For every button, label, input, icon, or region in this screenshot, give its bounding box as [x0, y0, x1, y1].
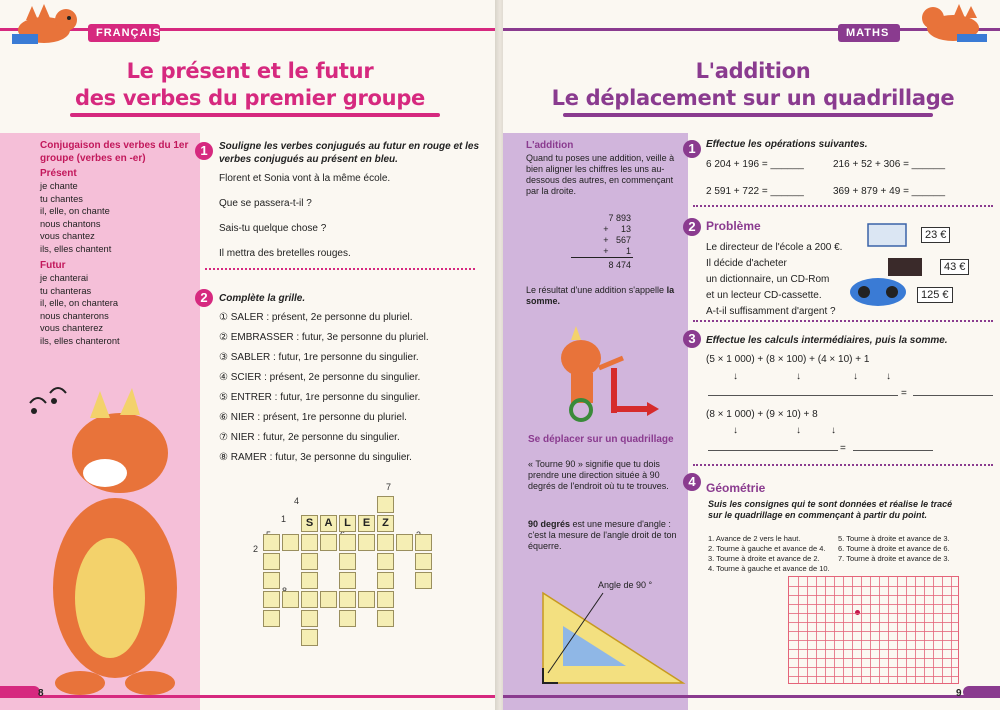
title-underline [70, 113, 440, 117]
sum-line[interactable] [853, 450, 933, 451]
dragon-mascot-icon [4, 0, 84, 48]
conjugation-form: ils, elles chantent [40, 243, 112, 254]
geometry-step: 1. Avance de 2 vers le haut. [708, 534, 801, 543]
exercise-2-badge: 2 [195, 289, 213, 307]
title-underline [563, 113, 933, 117]
exercise-4-badge: 4 [683, 473, 701, 491]
angle-label: Angle de 90 ° [598, 580, 653, 590]
dotted-separator [693, 205, 993, 207]
addition-line: + 13 [603, 224, 631, 234]
grid-line [789, 631, 958, 632]
footer-rule [503, 695, 1000, 698]
crossword-cell[interactable] [301, 591, 318, 608]
footer-tab [963, 686, 1000, 698]
grid-line [789, 595, 958, 596]
grid-line [789, 667, 958, 668]
crossword-cell[interactable] [377, 591, 394, 608]
arrows-2: ↓ ↓ ↓ [733, 425, 836, 436]
angle-text-main: est une mesure d'angle : c'est la mesure de l'angle droit de ton équerre. [528, 519, 677, 551]
grid-movement-heading: Se déplacer sur un quadrillage [528, 434, 674, 445]
answer-line[interactable] [708, 450, 838, 451]
title-line-1: Le présent et le futur [126, 59, 374, 83]
crossword-cell[interactable]: L [339, 515, 356, 532]
exercise-sentence: Que se passera-t-il ? [219, 198, 312, 209]
grid-line [789, 658, 958, 659]
subject-tab-maths: MATHS [838, 24, 900, 42]
crossword-clue: ⑥ NIER : présent, 1re personne du pluriel. [219, 412, 407, 423]
sidebar-heading: Conjugaison des verbes du 1er groupe (verbes en -er) [40, 140, 189, 164]
grid-line [789, 586, 958, 587]
conjugation-form: tu chantes [40, 193, 83, 204]
problem-heading: Problème [706, 219, 761, 233]
crossword-cell[interactable] [301, 572, 318, 589]
sum-line[interactable] [913, 395, 993, 396]
crossword-clue: ③ SABLER : futur, 1re personne du singulier. [219, 352, 419, 363]
conjugation-form: nous chantons [40, 218, 101, 229]
addition-line: + 567 [603, 235, 631, 245]
price-tag-dictionary: 23 € [921, 227, 950, 243]
operation-1[interactable]: 6 204 + 196 = ______ [706, 159, 804, 170]
present-forms-list [40, 180, 190, 255]
crossword-cell[interactable] [377, 534, 394, 551]
crossword-cell[interactable] [263, 591, 280, 608]
crossword-cell[interactable] [263, 553, 280, 570]
crossword-cell[interactable] [282, 534, 299, 551]
exercise-1-instruction: Souligne les verbes conjugués au futur en rouge et les verbes conjugués au présent en bleu. [219, 141, 480, 165]
conjugation-form: ils, elles chanteront [40, 335, 120, 346]
futur-forms-list [40, 272, 190, 347]
crossword-cell[interactable] [263, 534, 280, 551]
crossword-clue: ⑦ NIER : futur, 2e personne du singulier. [219, 432, 400, 443]
operation-2[interactable]: 216 + 52 + 306 = ______ [833, 159, 946, 170]
geometry-heading: Géométrie [706, 481, 766, 495]
drawing-grid[interactable] [788, 576, 959, 684]
footer-rule [0, 695, 497, 698]
title-line-2: des verbes du premier groupe [74, 86, 425, 110]
singing-dragon-illustration [20, 383, 190, 703]
addition-text: Quand tu poses une addition, veille à bien aligner les chiffres les uns au-dessous des autres, en commençant par la droite. [526, 153, 675, 196]
crossword-cell[interactable] [339, 591, 356, 608]
geometry-step: 6. Tourne à droite et avance de 6. [838, 544, 950, 553]
grid-line [789, 622, 958, 623]
price-tag-cdrom: 43 € [940, 259, 969, 275]
title-line-1: L'addition [695, 59, 811, 83]
conjugation-form: nous chanterons [40, 310, 109, 321]
crossword-cell[interactable] [282, 591, 299, 608]
crossword-cell[interactable] [415, 534, 432, 551]
addition-line: 7 893 [608, 213, 631, 223]
crossword-cell[interactable] [263, 610, 280, 627]
dotted-separator [205, 268, 475, 270]
crossword-cell[interactable] [320, 591, 337, 608]
exercise-1-badge: 1 [683, 140, 701, 158]
dotted-separator [693, 320, 993, 322]
geometry-step: 7. Tourne à droite et avance de 3. [838, 554, 950, 563]
conjugation-form: je chante [40, 181, 78, 191]
crossword-cell[interactable] [396, 534, 413, 551]
crossword-cell[interactable] [377, 572, 394, 589]
problem-line: Il décide d'acheter [706, 258, 787, 269]
tourne-90-text: « Tourne 90 » signifie que tu dois prendre une direction située à 90 degrés de l'endroit où tu te trouves. [528, 459, 669, 491]
page-number: 8 [38, 688, 44, 699]
crossword-clue-num: 4 [294, 496, 300, 506]
exercise-sentence: Sais-tu quelque chose ? [219, 223, 327, 234]
somme-text-main: Le résultat d'une addition s'appelle [526, 285, 665, 295]
crossword-cell[interactable] [263, 572, 280, 589]
somme-text-bold: la somme. [526, 285, 675, 306]
crossword-cell[interactable] [415, 553, 432, 570]
subject-tab-francais: FRANÇAIS [88, 24, 160, 42]
crossword-cell[interactable] [339, 610, 356, 627]
crossword-clue: ④ SCIER : présent, 2e personne du singulier. [219, 372, 421, 383]
expression-2: (8 × 1 000) + (9 × 10) + 8 [706, 409, 818, 420]
crossword-cell[interactable] [415, 572, 432, 589]
addition-heading: L'addition [526, 140, 574, 151]
geometry-step: 4. Tourne à gauche et avance de 10. [708, 564, 830, 573]
operation-4[interactable]: 369 + 879 + 49 = ______ [833, 186, 946, 197]
geometry-step: 2. Tourne à gauche et avance de 4. [708, 544, 826, 553]
crossword-cell[interactable]: A [320, 515, 337, 532]
angle-text [528, 519, 686, 552]
exercise-3-badge: 3 [683, 330, 701, 348]
geometry-step: 3. Tourne à droite et avance de 2. [708, 554, 820, 563]
arrows-1: ↓ ↓ ↓ ↓ [733, 371, 891, 382]
crossword-grid[interactable] [236, 482, 446, 632]
conjugation-sidebar [0, 133, 200, 710]
crossword-clue: ⑧ RAMER : futur, 3e personne du singulier. [219, 452, 412, 463]
page-number: 9 [956, 688, 962, 699]
price-tag-cd-player: 125 € [917, 287, 953, 303]
dragon-mascot-icon [913, 0, 993, 48]
crossword-cell[interactable] [301, 610, 318, 627]
set-square-illustration [538, 588, 688, 688]
page-title [523, 58, 983, 112]
equals-sign: = [840, 443, 846, 454]
crossword-clue: ① SALER : présent, 2e personne du pluriel. [219, 312, 413, 323]
page-title [40, 58, 460, 112]
crossword-cell[interactable] [301, 553, 318, 570]
crossword-cell[interactable]: Z [377, 515, 394, 532]
crossword-clue-num: 2 [253, 544, 259, 554]
crossword-cell[interactable] [339, 553, 356, 570]
exercise-1-instruction: Effectue les opérations suivantes. [706, 139, 868, 150]
crossword-cell[interactable] [358, 591, 375, 608]
exercise-2-clues [219, 311, 489, 471]
footer-tab [0, 686, 40, 698]
somme-text [526, 285, 684, 307]
crossword-cell[interactable]: S [301, 515, 318, 532]
grid-line [789, 649, 958, 650]
angle-text-bold: 90 degrés [528, 519, 571, 529]
conjugation-form: tu chanteras [40, 285, 92, 296]
dotted-separator [693, 464, 993, 466]
conjugation-form: il, elle, on chantera [40, 298, 119, 308]
problem-line: A-t-il suffisamment d'argent ? [706, 306, 836, 317]
exercise-1-badge: 1 [195, 142, 213, 160]
crossword-clue-num: 1 [281, 514, 287, 524]
addition-bar [571, 257, 633, 258]
right-page [503, 0, 1000, 710]
crossword-cell[interactable] [339, 534, 356, 551]
exercise-2-instruction: Complète la grille. [219, 293, 306, 304]
exercise-sentence: Florent et Sonia vont à la même école. [219, 173, 391, 184]
crossword-cell[interactable] [301, 629, 318, 646]
crossword-clue: ⑤ ENTRER : futur, 1re personne du singulier. [219, 392, 421, 403]
exercise-4-instruction: Suis les consignes qui te sont données et réalise le tracé sur le quadrillage en commençant à partir du point. [708, 499, 953, 520]
grid-line [789, 613, 958, 614]
present-label: Présent [40, 168, 77, 179]
dragon-bike-illustration [543, 318, 663, 423]
conjugation-form: vous chanterez [40, 323, 104, 333]
lesson-sidebar [503, 133, 688, 710]
exercise-2-badge: 2 [683, 218, 701, 236]
equals-sign: = [901, 388, 907, 399]
addition-example [581, 213, 631, 257]
crossword-cell[interactable] [301, 534, 318, 551]
conjugation-form: il, elle, on chante [40, 206, 110, 216]
problem-text [706, 240, 866, 320]
grid-line [789, 676, 958, 677]
expression-1: (5 × 1 000) + (8 × 100) + (4 × 10) + 1 [706, 354, 870, 365]
addition-result: 8 474 [608, 260, 631, 270]
addition-line: + 1 [603, 246, 631, 256]
exercise-1-sentences [219, 172, 481, 272]
operation-3[interactable]: 2 591 + 722 = ______ [706, 186, 804, 197]
crossword-cell[interactable] [320, 534, 337, 551]
crossword-cell[interactable] [377, 610, 394, 627]
futur-label: Futur [40, 260, 66, 271]
crossword-clue: ② EMBRASSER : futur, 3e personne du pluriel. [219, 332, 429, 343]
steps-right [838, 534, 968, 564]
grid-line [789, 640, 958, 641]
crossword-cell[interactable] [358, 534, 375, 551]
conjugation-form: vous chantez [40, 231, 95, 241]
crossword-cell[interactable]: E [358, 515, 375, 532]
steps-left [708, 534, 843, 574]
conjugation-form: je chanterai [40, 273, 89, 283]
geometry-step: 5. Tourne à droite et avance de 3. [838, 534, 950, 543]
problem-line: et un lecteur CD-cassette. [706, 290, 822, 301]
grid-line [789, 604, 958, 605]
problem-line: Le directeur de l'école a 200 €. [706, 242, 843, 253]
problem-line: un dictionnaire, un CD-Rom [706, 274, 830, 285]
crossword-clue-num: 7 [386, 482, 392, 492]
title-line-2: Le déplacement sur un quadrillage [551, 86, 955, 110]
answer-line[interactable] [708, 395, 898, 396]
exercise-3-instruction: Effectue les calculs intermédiaires, puis la somme. [706, 335, 948, 346]
crossword-cell[interactable] [339, 572, 356, 589]
crossword-cell[interactable] [377, 496, 394, 513]
crossword-cell[interactable] [377, 553, 394, 570]
exercise-sentence: Il mettra des bretelles rouges. [219, 248, 351, 259]
left-page [0, 0, 497, 710]
